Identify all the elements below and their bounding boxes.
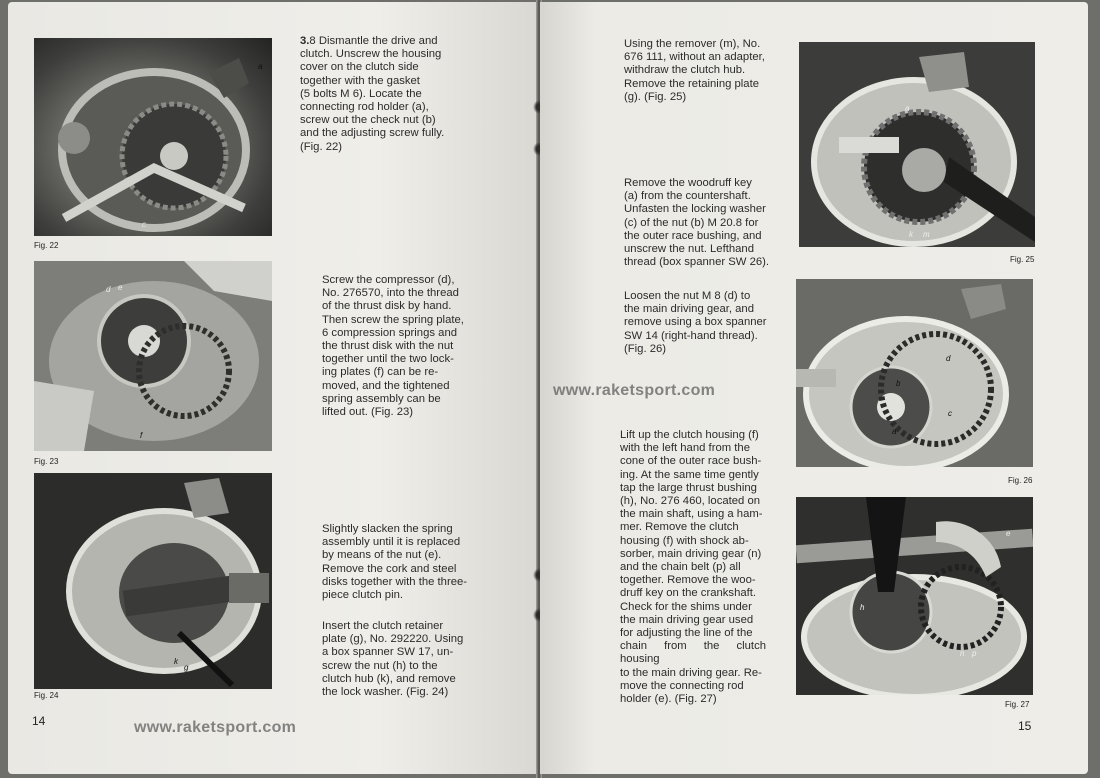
watermark: www.raketsport.com: [553, 382, 716, 399]
figure-label: f: [140, 431, 143, 440]
figure-caption: Fig. 22: [34, 241, 59, 250]
figure-label: e: [118, 283, 123, 292]
figure-label: a: [258, 62, 263, 71]
figure-label: a: [892, 427, 897, 436]
hammer-thrust-bushing-illustration: [796, 497, 1033, 695]
figure-label: g: [184, 663, 189, 672]
figure-27-photo: [796, 497, 1033, 695]
page-number: 14: [32, 714, 46, 728]
figure-label: c: [142, 220, 146, 229]
section-number: 3.: [300, 35, 310, 47]
figure-26-photo: [796, 279, 1033, 467]
figure-25-photo: [799, 42, 1035, 247]
figure-caption: Fig. 23: [34, 457, 59, 466]
figure-label: a: [905, 104, 910, 113]
watermark: www.raketsport.com: [134, 719, 297, 736]
figure-caption: Fig. 26: [1008, 476, 1033, 485]
figure-label: h: [860, 603, 865, 612]
main-driving-gear-illustration: [796, 279, 1033, 467]
compressor-illustration: [34, 261, 272, 451]
figure-label: k: [909, 230, 913, 239]
hub-remover-illustration: [799, 42, 1035, 247]
figure-label: e: [1006, 529, 1011, 538]
clutch-housing-illustration: [34, 38, 272, 236]
figure-label: b: [896, 379, 901, 388]
figure-label: p: [972, 649, 977, 658]
retainer-plate-paragraph: Insert the clutch retainer plate (g), No. 292220. Using a box spanner SW 17, un- screw the nut (h) to the clutch hub (k), and remove the lock washer. (Fig. 24): [322, 620, 464, 699]
loosen-nut-paragraph: Loosen the nut M 8 (d) to the main driving gear, and remove using a box spanner SW 14 (right-hand thread). (Fig. 26): [624, 290, 767, 355]
figure-22-photo: [34, 38, 272, 236]
figure-caption: Fig. 24: [34, 691, 59, 700]
paragraph-text: 8 Dismantle the drive and clutch. Unscrew the housing cover on the clutch side together with the gasket (5 bolts M 6). Locate the connecting rod holder (a), screw out the check nut (b) and the adjusting screw fully. (Fig. 22): [300, 35, 445, 153]
slacken-spring-paragraph: Slightly slacken the spring assembly until it is replaced by means of the nut (e). Remove the cork and steel disks together with the three- piece clutch pin.: [322, 523, 468, 602]
figure-label: d: [106, 285, 111, 294]
step-3-8-paragraph: [300, 35, 468, 154]
figure-24-photo: [34, 473, 272, 689]
woodruff-key-paragraph: Remove the woodruff key (a) from the countershaft. Unfasten the locking washer (c) of the nut (b) M 20.8 for the outer race bushing, and unscrew the nut. Lefthand thread (box spanner SW 26).: [624, 177, 770, 269]
figure-label: n: [960, 649, 965, 658]
page-number: 15: [1018, 719, 1032, 733]
figure-23-photo: [34, 261, 272, 451]
figure-label: m: [923, 230, 930, 239]
figure-label: k: [174, 657, 178, 666]
figure-caption: Fig. 25: [1010, 255, 1035, 264]
clutch-hub-illustration: [34, 473, 272, 689]
remover-paragraph: Using the remover (m), No. 676 111, without an adapter, withdraw the clutch hub. Remove the retaining plate (g). (Fig. 25): [624, 38, 765, 103]
figure-caption: Fig. 27: [1005, 700, 1030, 709]
figure-label: c: [948, 409, 952, 418]
clutch-housing-paragraph: Lift up the clutch housing (f) with the left hand from the cone of the outer race bush- ing. At the same time gently tap the large thrust bushing (h), No. 276 460, located on the main shaft, using a ham- mer. Remove the clutch housing (f) with shock ab- sorber, main driving gear (n) and the chain belt (p) all together. Remove the woo- druff key on the crankshaft. Check for the shims under the main driving gear used for adjusting the line of the chain from the clutch housing to the main driving gear. Re- move the connecting rod holder (e). (Fig. 27): [620, 429, 766, 706]
figure-label: d: [946, 354, 951, 363]
compressor-paragraph: Screw the compressor (d), No. 276570, into the thread of the thrust disk by hand. Then screw the spring plate, 6 compression springs and the thrust disk with the nut together until the two lock- ing plates (f) can be re- moved, and the tightened spring assembly can be lifted out. (Fig. 23): [322, 274, 464, 419]
